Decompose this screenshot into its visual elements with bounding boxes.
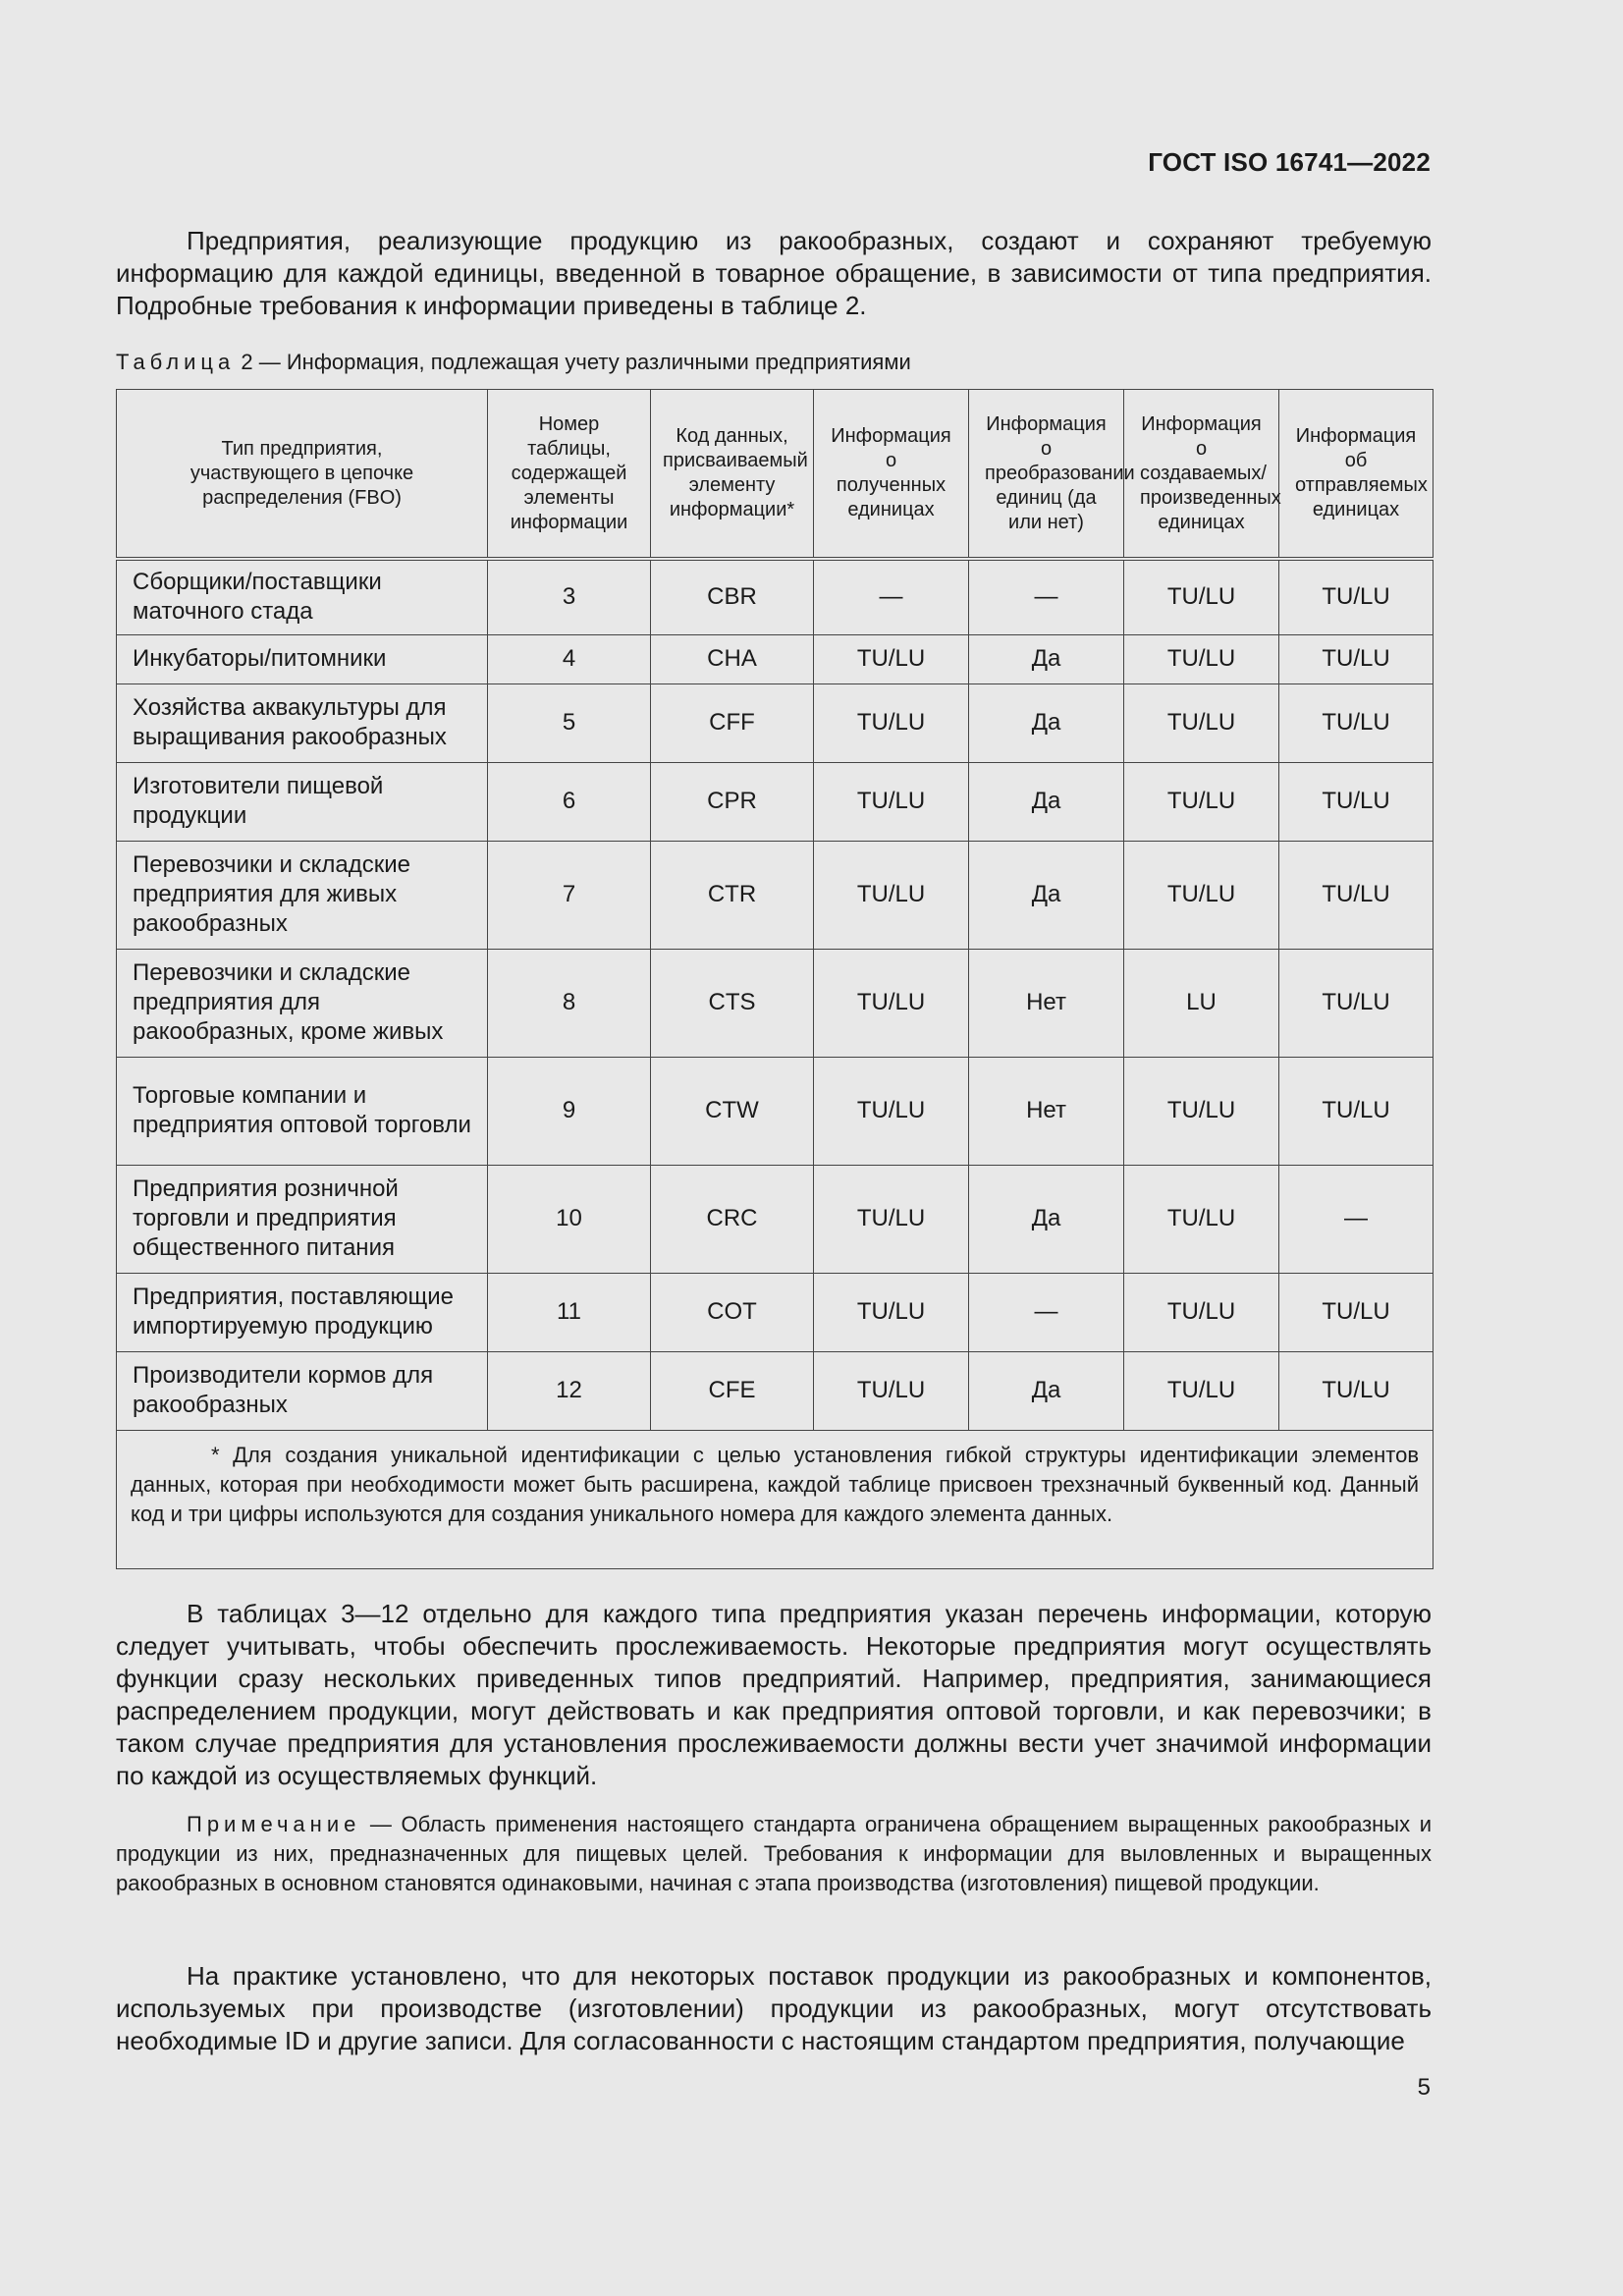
data-code-cell: COT bbox=[651, 1273, 814, 1351]
created-units-cell: LU bbox=[1124, 949, 1279, 1057]
created-units-cell: TU/LU bbox=[1124, 1351, 1279, 1430]
table-row bbox=[117, 1273, 1434, 1351]
received-units-cell: TU/LU bbox=[814, 683, 969, 762]
data-code-cell: CBR bbox=[651, 559, 814, 634]
transformation-cell: Да bbox=[969, 841, 1124, 949]
data-code-cell: CTW bbox=[651, 1057, 814, 1165]
fbo-type-cell: Производители кормов для ракообразных bbox=[117, 1351, 488, 1430]
page-number: 5 bbox=[1417, 2074, 1431, 2101]
table-footnote: * Для создания уникальной идентификации с целью установления гибкой структуры идентификации элементов данных, которая при необходимости может быть расширена, каждой таблице присвоен трехзначный буквенный код. Данный код и три цифры используются для создания уникального номера для каждого элемента данных. bbox=[131, 1442, 1419, 1526]
table-row bbox=[117, 1165, 1434, 1273]
header-fbo-type: Тип предприятия, участвующего в цепочке распределения (FBO) bbox=[117, 390, 488, 560]
transformation-cell: Да bbox=[969, 634, 1124, 683]
transformation-cell: — bbox=[969, 1273, 1124, 1351]
transformation-cell: Да bbox=[969, 683, 1124, 762]
tables-description-paragraph: В таблицах 3—12 отдельно для каждого типа предприятия указан перечень информации, которую следует учитывать, чтобы обеспечить прослеживаемость. Некоторые предприятия могут осуществлять функции сразу нескольких приведенных типов предприятий. Например, предприятия, занимающиеся распределением продукции, могут действовать и как предприятия оптовой торговли, и как перевозчики; в таком случае предприятия для установления прослеживаемости должны вести учет значимой информации по каждой из осуществляемых функций. bbox=[116, 1599, 1432, 1790]
note-text: — Область применения настоящего стандарта ограничена обращением выращенных ракообразных и продукции из них, предназначенных для пищевых целей. Требования к информации для выловленных и выращенных ракообразных в основном становятся одинаковыми, начиная с этапа производства (изготовления) пищевой продукции. bbox=[116, 1812, 1432, 1895]
note-label: Примечание bbox=[187, 1812, 361, 1836]
received-units-cell: TU/LU bbox=[814, 841, 969, 949]
shipped-units-cell: TU/LU bbox=[1279, 841, 1434, 949]
table-caption-label: Таблица bbox=[116, 350, 236, 374]
created-units-cell: TU/LU bbox=[1124, 634, 1279, 683]
header-received-units: Информация о полученных единицах bbox=[814, 390, 969, 560]
created-units-cell: TU/LU bbox=[1124, 1165, 1279, 1273]
received-units-cell: — bbox=[814, 559, 969, 634]
practice-paragraph: На практике установлено, что для некоторых поставок продукции из ракообразных и компонентов, используемых при производстве (изготовлении) продукции из ракообразных, могут отсутствовать необходимые ID и другие записи. Для согласованности с настоящим стандартом предприятия, получающие bbox=[116, 1961, 1432, 2055]
table-row bbox=[117, 841, 1434, 949]
header-table-number: Номер таблицы, содержащей элементы информации bbox=[488, 390, 651, 560]
created-units-cell: TU/LU bbox=[1124, 559, 1279, 634]
document-code: ГОСТ ISO 16741—2022 bbox=[1148, 147, 1431, 177]
created-units-cell: TU/LU bbox=[1124, 1057, 1279, 1165]
fbo-type-cell: Перевозчики и складские предприятия для ракообразных, кроме живых bbox=[117, 949, 488, 1057]
created-units-cell: TU/LU bbox=[1124, 841, 1279, 949]
data-code-cell: CFF bbox=[651, 683, 814, 762]
transformation-cell: Да bbox=[969, 1351, 1124, 1430]
shipped-units-cell: TU/LU bbox=[1279, 762, 1434, 841]
shipped-units-cell: TU/LU bbox=[1279, 1057, 1434, 1165]
transformation-cell: Да bbox=[969, 1165, 1124, 1273]
table-caption-text: 2 — Информация, подлежащая учету различными предприятиями bbox=[241, 350, 911, 374]
fbo-type-cell: Изготовители пищевой продукции bbox=[117, 762, 488, 841]
table-caption bbox=[116, 349, 911, 376]
received-units-cell: TU/LU bbox=[814, 1351, 969, 1430]
table-number-cell: 12 bbox=[488, 1351, 651, 1430]
transformation-cell: Нет bbox=[969, 1057, 1124, 1165]
transformation-cell: Нет bbox=[969, 949, 1124, 1057]
received-units-cell: TU/LU bbox=[814, 949, 969, 1057]
table-number-cell: 6 bbox=[488, 762, 651, 841]
fbo-type-cell: Сборщики/поставщики маточного стада bbox=[117, 559, 488, 634]
fbo-type-cell: Хозяйства аквакультуры для выращивания ракообразных bbox=[117, 683, 488, 762]
header-transformation: Информация о преобразовании единиц (да или нет) bbox=[969, 390, 1124, 560]
shipped-units-cell: — bbox=[1279, 1165, 1434, 1273]
created-units-cell: TU/LU bbox=[1124, 762, 1279, 841]
table-number-cell: 8 bbox=[488, 949, 651, 1057]
data-code-cell: CFE bbox=[651, 1351, 814, 1430]
received-units-cell: TU/LU bbox=[814, 634, 969, 683]
fbo-type-cell: Торговые компании и предприятия оптовой торговли bbox=[117, 1057, 488, 1165]
table-number-cell: 9 bbox=[488, 1057, 651, 1165]
transformation-cell: Да bbox=[969, 762, 1124, 841]
table-row bbox=[117, 683, 1434, 762]
data-code-cell: CTS bbox=[651, 949, 814, 1057]
fbo-type-cell: Предприятия, поставляющие импортируемую продукцию bbox=[117, 1273, 488, 1351]
data-code-cell: CTR bbox=[651, 841, 814, 949]
shipped-units-cell: TU/LU bbox=[1279, 1351, 1434, 1430]
fbo-information-table bbox=[116, 389, 1434, 1569]
table-row bbox=[117, 1351, 1434, 1430]
received-units-cell: TU/LU bbox=[814, 1057, 969, 1165]
shipped-units-cell: TU/LU bbox=[1279, 559, 1434, 634]
data-code-cell: CPR bbox=[651, 762, 814, 841]
table-footnote-row bbox=[117, 1430, 1434, 1568]
shipped-units-cell: TU/LU bbox=[1279, 1273, 1434, 1351]
header-data-code: Код данных, присваиваемый элементу информации* bbox=[651, 390, 814, 560]
table-number-cell: 3 bbox=[488, 559, 651, 634]
fbo-type-cell: Инкубаторы/питомники bbox=[117, 634, 488, 683]
table-row bbox=[117, 559, 1434, 634]
created-units-cell: TU/LU bbox=[1124, 1273, 1279, 1351]
table-row bbox=[117, 949, 1434, 1057]
data-code-cell: CRC bbox=[651, 1165, 814, 1273]
transformation-cell: — bbox=[969, 559, 1124, 634]
table-number-cell: 4 bbox=[488, 634, 651, 683]
intro-paragraph: Предприятия, реализующие продукцию из ракообразных, создают и сохраняют требуемую информацию для каждой единицы, введенной в товарное обращение, в зависимости от типа предприятия. Подробные требования к информации приведены в таблице 2. bbox=[116, 226, 1432, 320]
table-number-cell: 10 bbox=[488, 1165, 651, 1273]
data-code-cell: CHA bbox=[651, 634, 814, 683]
received-units-cell: TU/LU bbox=[814, 1165, 969, 1273]
table-number-cell: 5 bbox=[488, 683, 651, 762]
header-created-units: Информация о создаваемых/произведенных единицах bbox=[1124, 390, 1279, 560]
table-row bbox=[117, 762, 1434, 841]
header-shipped-units: Информация об отправляемых единицах bbox=[1279, 390, 1434, 560]
received-units-cell: TU/LU bbox=[814, 762, 969, 841]
table-number-cell: 7 bbox=[488, 841, 651, 949]
note-paragraph bbox=[116, 1810, 1432, 1898]
table-header-row bbox=[117, 390, 1434, 560]
received-units-cell: TU/LU bbox=[814, 1273, 969, 1351]
shipped-units-cell: TU/LU bbox=[1279, 683, 1434, 762]
table-footnote-cell bbox=[117, 1430, 1434, 1568]
shipped-units-cell: TU/LU bbox=[1279, 634, 1434, 683]
table-row bbox=[117, 634, 1434, 683]
fbo-type-cell: Предприятия розничной торговли и предприятия общественного питания bbox=[117, 1165, 488, 1273]
shipped-units-cell: TU/LU bbox=[1279, 949, 1434, 1057]
fbo-type-cell: Перевозчики и складские предприятия для живых ракообразных bbox=[117, 841, 488, 949]
created-units-cell: TU/LU bbox=[1124, 683, 1279, 762]
table-number-cell: 11 bbox=[488, 1273, 651, 1351]
table-row bbox=[117, 1057, 1434, 1165]
